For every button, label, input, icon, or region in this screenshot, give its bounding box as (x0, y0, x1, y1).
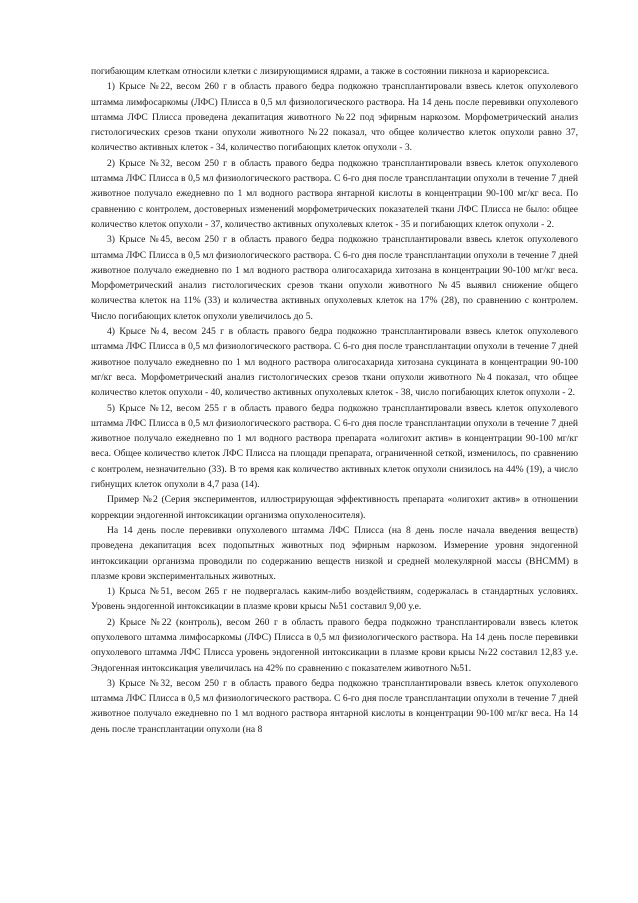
document-page (91, 64, 578, 737)
paragraph-exp2-rat22: 2) Крысе №22 (контроль), весом 260 г в область правого бедра подкожно трансплантировали взвесь клеток опухолевого штамма лимфосаркомы (ЛФС) Плисса в 0,5 мл физиологического раствора. На 14 день после перевивки опухолевого штамма ЛФС Плисса уровень эндогенной интоксикации в плазме крови крысы №22 составил 12,83 у.е. Эндогенная интоксикация увеличилась на 42% по сравнению с показателем животного №51. (91, 616, 578, 674)
paragraph-example2-heading: Пример №2 (Серия экспериментов, иллюстрирующая эффективность препарата «олигохит актив» в отношении коррекции эндогенной интоксикации организма опухоленосителя). (91, 494, 578, 521)
paragraph-exp2-rat32: 3) Крысе №32, весом 250 г в область правого бедра подкожно трансплантировали взвесь клеток опухолевого штамма ЛФС Плисса в 0,5 мл физиологического раствора. С 6-го дня после трансплантации опухоли в течение 7 дней животное получало ежедневно по 1 мл водного раствора янтарной кислоты в концентрации 90-100 мг/кг веса. На 14 день после трансплантации опухоли (на 8 (91, 677, 578, 735)
paragraph-exp1-rat12: 5) Крысе №12, весом 255 г в область правого бедра подкожно трансплантировали взвесь клеток опухолевого штамма ЛФС Плисса в 0,5 мл физиологического раствора. С 6-го дня после трансплантации опухоли в течение 7 дней животное получало ежедневно по 1 мл водного раствора препарата «олигохит актив» в концентрации 90-100 мг/кг веса. Общее количество клеток ЛФС Плисса на площади препарата, ограниченной сеткой, изменилось, по сравнению с контролем, незначительно (33). В то время как количество активных клеток опухоли снизилось на 44% (19), а число гибнущих клеток опухоли в 4,7 раза (14). (91, 402, 578, 491)
paragraph-exp2-rat51: 1) Крыса №51, весом 265 г не подвергалась каким-либо воздействиям, содержалась в стандартных условиях. Уровень эндогенной интоксикации в плазме крови крысы №51 составил 9,00 у.е. (91, 586, 578, 613)
paragraph-intro-continuation: погибающим клеткам относили клетки с лизирующимися ядрами, а также в состоянии пикноза и кариорексиса. (91, 66, 550, 77)
paragraph-exp1-rat32: 2) Крысе №32, весом 250 г в область правого бедра подкожно трансплантировали взвесь клеток опухолевого штамма ЛФС Плисса в 0,5 мл физиологического раствора. С 6-го дня после трансплантации опухоли в течение 7 дней животное получало ежедневно по 1 мл водного раствора янтарной кислоты в концентрации 90-100 мг/кг веса. По сравнению с контролем, достоверных изменений морфометрических показателей ткани ЛФС Плисса не было: общее количество клеток опухоли - 37, количество активных опухолевых клеток - 35 и погибающих клеток опухоли - 2. (91, 157, 578, 230)
paragraph-example2-method: На 14 день после перевивки опухолевого штамма ЛФС Плисса (на 8 день после начала введения веществ) проведена декапитация всех подопытных животных под эфирным наркозом. Измерение уровня эндогенной интоксикации организма проводили по содержанию веществ низкой и средней молекулярной массы (ВНСММ) в плазме крови экспериментальных животных. (91, 524, 578, 582)
paragraph-exp1-rat22: 1) Крысе №22, весом 260 г в область правого бедра подкожно трансплантировали взвесь клеток опухолевого штамма лимфосаркомы (ЛФС) Плисса в 0,5 мл физиологического раствора. На 14 день после перевивки опухолевого штамма ЛФС Плисса проведена декапитация животного №22 под эфирным наркозом. Морфометрический анализ гистологических срезов ткани опухоли животного №22 показал, что общее количество клеток опухоли равно 37, количество активных клеток - 34, количество погибающих клеток опухоли - 3. (91, 81, 578, 154)
paragraph-exp1-rat4: 4) Крысе №4, весом 245 г в область правого бедра подкожно трансплантировали взвесь клеток опухолевого штамма ЛФС Плисса в 0,5 мл физиологического раствора. С 6-го дня после трансплантации опухоли в течение 7 дней животное получало ежедневно по 1 мл водного раствора олигосахарида хитозана сукцината в концентрации 90-100 мг/кг веса. Морфометрический анализ гистологических срезов ткани опухоли животного №4 показал, что общее количество клеток опухоли - 40, количество активных опухолевых клеток - 38, число погибающих клеток опухоли - 2. (91, 326, 578, 399)
paragraph-exp1-rat45: 3) Крысе №45, весом 250 г в область правого бедра подкожно трансплантировали взвесь клеток опухолевого штамма ЛФС Плисса в 0,5 мл физиологического раствора. С 6-го дня после трансплантации опухоли в течение 7 дней животное получало ежедневно по 1 мл водного раствора олигосахарида хитозана в концентрации 90-100 мг/кг веса. Морфометрический анализ гистологических срезов ткани опухоли животного №45 выявил снижение общего количества клеток на 11% (33) и количества активных опухолевых клеток на 17% (28), по сравнению с контролем. Число погибающих клеток опухоли увеличилось до 5. (91, 234, 578, 322)
